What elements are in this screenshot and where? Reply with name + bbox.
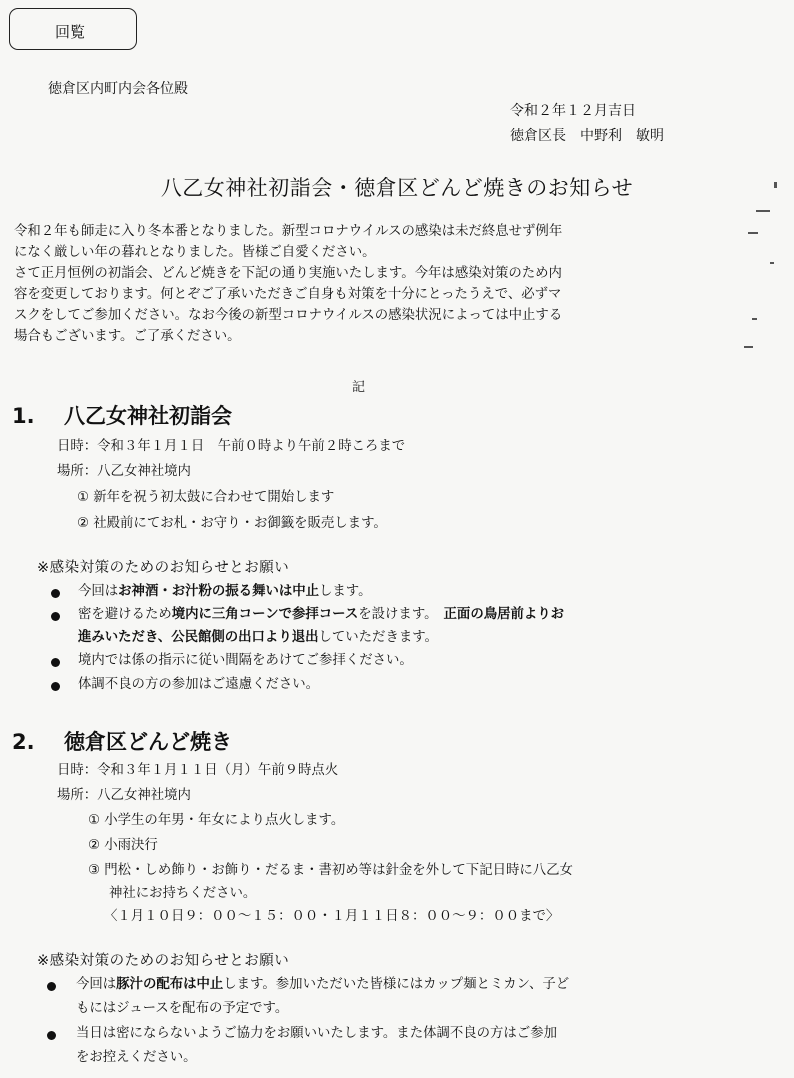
section-2-title: 徳倉区どんど焼き [64, 730, 232, 754]
section-2-bullet-continued: もにはジュースを配布の予定です。 [76, 1001, 289, 1016]
bullet-bold-text: 豚汁の配布は中止 [116, 977, 224, 992]
intro-line: スクをしてご参加ください。なお今後の新型コロナウイルスの感染状況によっては中止する [14, 308, 563, 323]
section-2-heading [12, 726, 232, 756]
intro-line: 容を変更しております。何とぞご了承いただきご自身も対策を十分にとったうえで、必ずマ [14, 287, 562, 302]
intro-line: さて正月恒例の初詣会、どんど焼きを下記の通り実施いたします。今年は感染対策のため内 [14, 266, 562, 281]
bullet-text: 密を避けるため [78, 607, 172, 622]
section-2-bullet: 当日は密にならないようご協力をお願いいたします。また体調不良の方はご参加 [76, 1026, 557, 1041]
section-2-item: ③ 門松・しめ飾り・お飾り・だるま・書初め等は針金を外して下記日時に八乙女 [88, 863, 573, 878]
bullet-text: します。参加いただいた皆様にはカップ麺とミカン、子ど [223, 977, 570, 992]
bullet-bold-text: お神酒・お汁粉の振る舞いは中止 [118, 584, 320, 599]
intro-line: 令和２年も師走に入り冬本番となりました。新型コロナウイルスの感染は未だ終息せず例年 [14, 224, 563, 239]
section-2-bullet-continued: をお控えください。 [76, 1050, 197, 1065]
bullet-text: します。 [319, 584, 372, 599]
section-1-bullet-continued [78, 627, 438, 650]
bullet-icon [51, 589, 60, 598]
ki-marker: 記 [352, 380, 366, 395]
bullet-icon [47, 982, 56, 991]
circulation-badge-label: 回覧 [55, 23, 86, 41]
bullet-icon [51, 682, 60, 691]
bullet-text: を設けます。 [358, 607, 438, 622]
section-1-bullet [78, 581, 372, 604]
section-2-item-continued: 神社にお持ちください。 [109, 886, 257, 901]
section-1-bullet [78, 604, 564, 627]
section-1-item: ① 新年を祝う初太鼓に合わせて開始します [77, 490, 335, 505]
section-1-bullet: 体調不良の方の参加はご遠慮ください。 [78, 677, 320, 692]
section-2-item: ① 小学生の年男・年女により点火します。 [88, 813, 345, 828]
section-1-place: 場所：八乙女神社境内 [57, 464, 191, 479]
addressee: 徳倉区内町内会各位殿 [48, 81, 188, 97]
sender: 徳倉区長 中野利 敏明 [510, 128, 664, 144]
section-2-bullet [76, 974, 569, 997]
bullet-icon [47, 1031, 56, 1040]
bullet-text: 今回は [78, 584, 119, 599]
issue-date: 令和２年１２月吉日 [510, 103, 636, 119]
section-2-dropoff-times: 〈１月１０日９：００～１５：００・１月１１日８：００～９：００まで〉 [104, 909, 560, 924]
bullet-text: していただきます。 [318, 630, 438, 645]
section-2-number: 2. [12, 730, 35, 754]
section-1-item: ② 社殿前にてお札・お守り・お御籤を販売します。 [77, 516, 387, 531]
section-1-notice-heading: ※感染対策のためのお知らせとお願い [37, 560, 290, 576]
bullet-bold-text: 境内に三角コーンで参拝コース [171, 607, 359, 622]
intro-line: 場合もございます。ご了承ください。 [14, 329, 241, 344]
section-1-heading [12, 400, 232, 430]
bullet-bold-text: 進みいただき、公民館側の出口より退出 [78, 630, 319, 645]
bullet-bold-text: 正面の鳥居前よりお [443, 607, 565, 622]
section-1-bullet: 境内では係の指示に従い間隔をあけてご参拝ください。 [78, 653, 413, 668]
bullet-icon [51, 612, 60, 621]
section-1-number: 1. [12, 404, 35, 428]
bullet-text: 今回は [76, 977, 117, 992]
section-2-item: ② 小雨決行 [88, 838, 158, 853]
section-2-datetime: 日時：令和３年１月１１日（月）午前９時点火 [57, 763, 339, 778]
section-2-notice-heading: ※感染対策のためのお知らせとお願い [37, 953, 290, 969]
circulation-badge [9, 8, 137, 50]
intro-line: になく厳しい年の暮れとなりました。皆様ご自愛ください。 [14, 245, 376, 260]
section-1-datetime: 日時：令和３年１月１日 午前０時より午前２時ころまで [57, 439, 406, 454]
section-1-title: 八乙女神社初詣会 [64, 404, 232, 428]
section-2-place: 場所：八乙女神社境内 [57, 788, 191, 803]
bullet-icon [51, 658, 60, 667]
document-title: 八乙女神社初詣会・徳倉区どんど焼きのお知らせ [160, 176, 634, 200]
